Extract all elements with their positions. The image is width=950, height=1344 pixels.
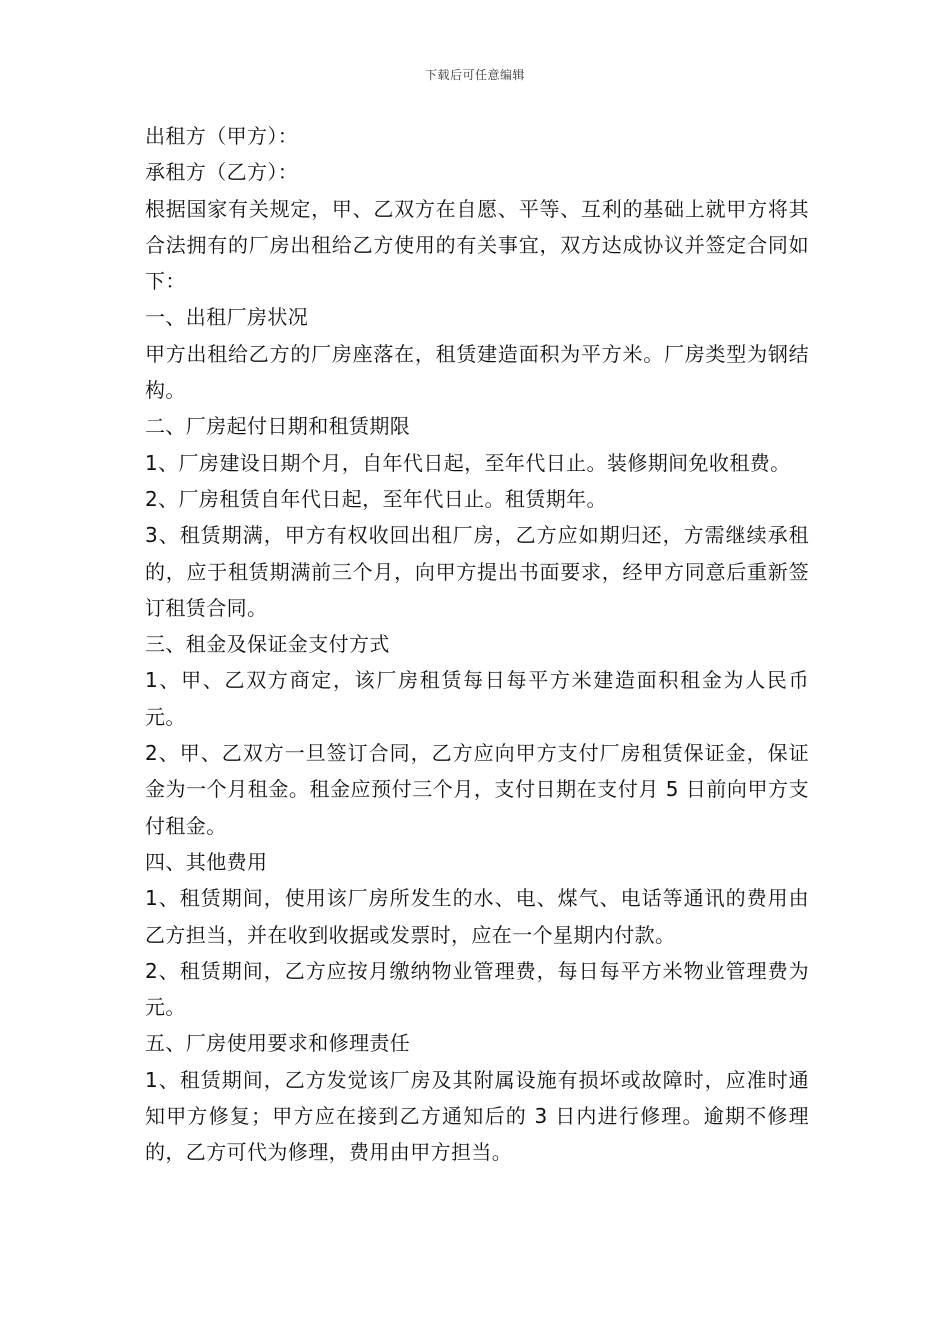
section-2-clause-1: 1、厂房建设日期个月，自年代日起，至年代日止。装修期间免收租费。 (145, 450, 791, 475)
preamble-paragraph: 根据国家有关规定，甲、乙双方在自愿、平等、互利的基础上就甲方将其合法拥有的厂房出租给乙方使用的有关事宜，双方达成协议并签定合同如下： (145, 196, 809, 294)
section-4-clause-1: 1、租赁期间，使用该厂房所发生的水、电、煤气、电话等通讯的费用由乙方担当，并在收到收据或发票时，应在一个星期内付款。 (145, 886, 809, 947)
lessor-line: 出租方（甲方）： (145, 124, 299, 148)
lessee-line: 承租方（乙方）： (145, 160, 299, 185)
section-heading-4: 四、其他费用 (145, 849, 268, 874)
section-2-clause-3: 3、租赁期满，甲方有权收回出租厂房，乙方应如期归还，方需继续承租的，应于租赁期满前三个月，向甲方提出书面要求，经甲方同意后重新签订租赁合同。 (145, 523, 809, 620)
section-heading-3: 三、租金及保证金支付方式 (145, 632, 390, 657)
section-1-paragraph: 甲方出租给乙方的厂房座落在，租赁建造面积为平方米。厂房类型为钢结构。 (145, 341, 809, 403)
section-4-clause-2: 2、租赁期间，乙方应按月缴纳物业管理费，每日每平方米物业管理费为元。 (145, 958, 809, 1020)
header-note: 下载后可任意编辑 (424, 68, 525, 82)
section-3-clause-1: 1、甲、乙双方商定，该厂房租赁每日每平方米建造面积租金为人民币元。 (145, 668, 809, 729)
section-5-clause-1: 1、租赁期间，乙方发觉该厂房及其附属设施有损坏或故障时，应准时通知甲方修复；甲方应在接到乙方通知后的 3 日内进行修理。逾期不修理的，乙方可代为修理，费用由甲方担当。 (145, 1067, 809, 1165)
section-3-clause-2: 2、甲、乙双方一旦签订合同，乙方应向甲方支付厂房租赁保证金，保证金为一个月租金。租金应预付三个月，支付日期在支付月 5 日前向甲方支付租金。 (145, 741, 809, 838)
contract-body (145, 118, 809, 1171)
section-heading-1: 一、出租厂房状况 (145, 305, 309, 330)
section-heading-5: 五、厂房使用要求和修理责任 (145, 1031, 411, 1056)
section-2-clause-2: 2、厂房租赁自年代日起，至年代日止。租赁期年。 (145, 486, 607, 511)
section-heading-2: 二、厂房起付日期和租赁期限 (145, 414, 411, 439)
